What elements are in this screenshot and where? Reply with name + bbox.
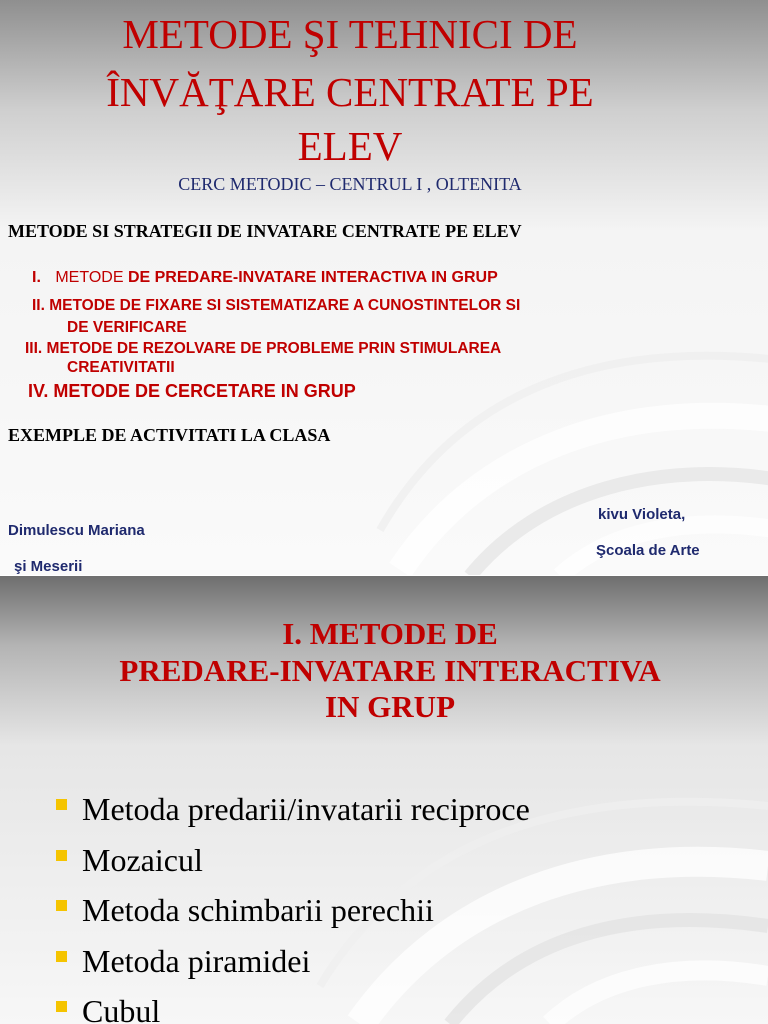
list-item-1 xyxy=(32,269,498,287)
square-bullet-icon xyxy=(56,850,67,861)
square-bullet-icon xyxy=(56,951,67,962)
bullet-text: Metoda piramidei xyxy=(82,942,311,979)
list-item-text: METODE DE FIXARE SI SISTEMATIZARE A CUNOSTINTELOR SI xyxy=(49,297,521,314)
examples-heading: EXEMPLE DE ACTIVITATI LA CLASA xyxy=(8,425,331,445)
author-right-name: kivu Violeta, xyxy=(598,506,686,523)
slide-2-title-line-2: PREDARE-INVATARE INTERACTIVA xyxy=(119,653,661,688)
slide-title-line-3: ELEV xyxy=(297,123,403,169)
list-item-number: IV. xyxy=(28,381,49,401)
list-item-text: METODE DE REZOLVARE DE PROBLEME PRIN STIMULAREA xyxy=(46,340,502,357)
bullet-item xyxy=(52,990,530,1024)
author-left-name: Dimulescu Mariana xyxy=(8,522,145,539)
list-item-number: III. xyxy=(25,340,43,357)
list-item-2 xyxy=(32,297,520,315)
subtitle: CERC METODIC – CENTRUL I , OLTENITA xyxy=(178,174,522,194)
slide-2-title-line-1: I. METODE DE xyxy=(282,616,498,651)
slide-title-line-2: ÎNVĂŢARE CENTRATE PE xyxy=(106,69,594,115)
list-item-4 xyxy=(28,381,356,402)
list-item-number: II. xyxy=(32,297,45,314)
list-item-text: METODE DE CERCETARE IN GRUP xyxy=(53,381,356,401)
bullet-text: Metoda predarii/invatarii reciproce xyxy=(82,791,530,827)
slide-2 xyxy=(0,576,768,1024)
list-item-3-continuation: CREATIVITATII xyxy=(67,359,175,376)
author-right-school: Şcoala de Arte xyxy=(596,542,700,559)
bullet-list xyxy=(52,788,530,1024)
bullet-item xyxy=(52,940,530,991)
list-item-number: I. xyxy=(32,269,41,286)
square-bullet-icon xyxy=(56,799,67,810)
author-left-school: şi Meserii xyxy=(14,558,83,575)
list-item-word: METODE xyxy=(55,269,124,286)
square-bullet-icon xyxy=(56,900,67,911)
section-heading: METODE SI STRATEGII DE INVATARE CENTRATE PE ELEV xyxy=(8,221,522,241)
list-item-2-continuation: DE VERIFICARE xyxy=(67,319,187,336)
slide-2-title-line-3: IN GRUP xyxy=(324,689,456,724)
bullet-item xyxy=(52,889,530,940)
bullet-text: Cubul xyxy=(82,993,161,1024)
bullet-text: Mozaicul xyxy=(82,841,203,878)
list-item-3 xyxy=(25,340,501,358)
bullet-item xyxy=(52,788,530,839)
slide-title-line-1: METODE ŞI TEHNICI DE xyxy=(122,11,578,57)
bullet-text: Metoda schimbarii perechii xyxy=(82,892,434,928)
list-item-text: DE PREDARE-INVATARE INTERACTIVA IN GRUP xyxy=(127,269,498,286)
square-bullet-icon xyxy=(56,1001,67,1012)
bullet-item xyxy=(52,839,530,890)
